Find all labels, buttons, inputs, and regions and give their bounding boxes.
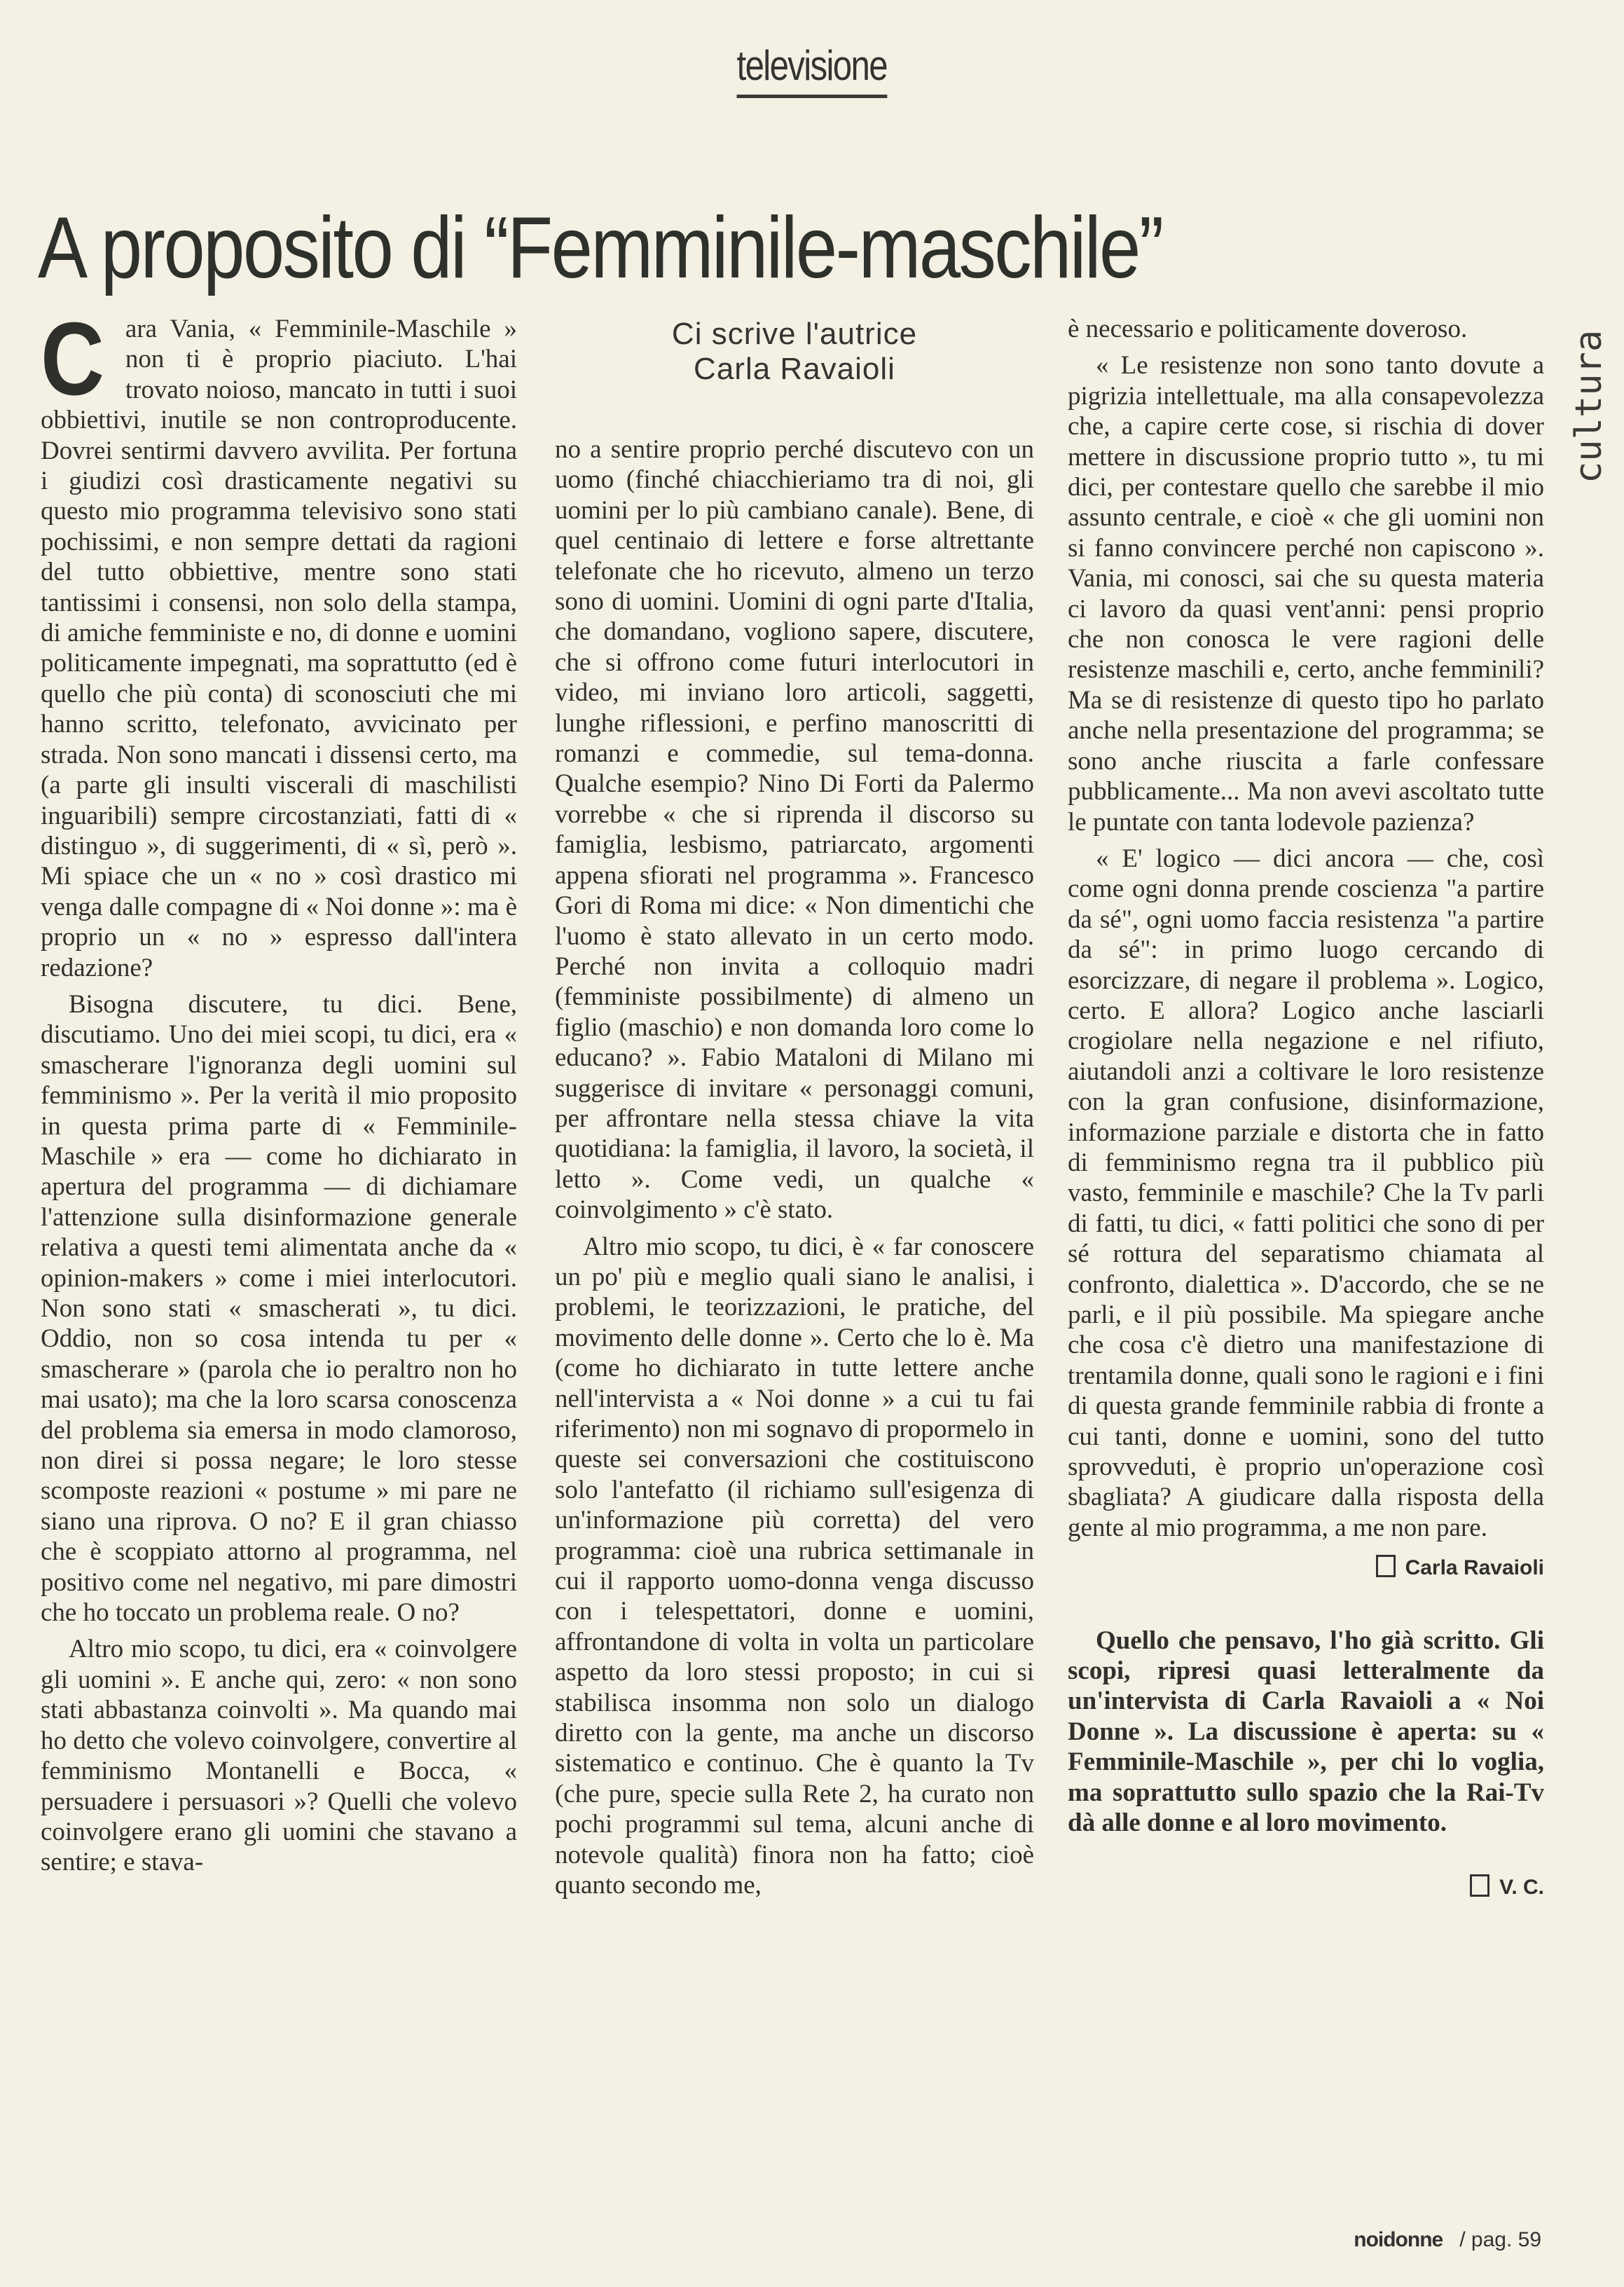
subheading [555,317,1034,387]
section-label: televisione [737,43,887,98]
column-middle [555,434,1034,1901]
square-bullet-icon [1376,1555,1396,1577]
editor-reply: Quello che pensavo, l'ho già scritto. Gli scopi, ripresi quasi letteralmente da un'intervista di Carla Ravaioli a « Noi Donne ». La discussione è aperta: su « Femminile-Maschile », per chi lo voglia, ma soprattutto sullo spazio che la Rai-Tv dà alle donne e al loro movimento. [1068,1626,1544,1838]
paragraph [41,301,517,983]
paragraph: è necessario e politicamente doveroso. [1068,315,1468,343]
magazine-logo: noidonne [1354,2228,1443,2251]
page-number: / pag. 59 [1459,2228,1541,2251]
paragraph: Altro mio scopo, tu dici, è « far conoscere un po' più e meglio quali siano le analisi, i problemi, le teorizzazioni, le pratiche, del movimento delle donne ». Certo che lo è. Ma (come ho dichiarato in tutte lettere anche nell'intervista a « Noi donne » a cui tu fai riferimento) non mi sognavo di propormelo in queste sei conversazioni che costituiscono solo l'antefatto (il richiamo sull'esigenza di un'informazione più corretta) del vero programma: cioè una rubrica settimanale in cui il rapporto uomo-donna venga discusso con i telespettatori, donne e uomini, affrontandone di volta in volta un particolare aspetto da loro stessi proposto; in cui si stabilisca insomma non solo un dialogo diretto con la gente, ma anche un discorso sistematico e continuo. Che è quanto la Tv (che pure, specie sulla Rete 2, ha curato non pochi programmi sul tema, alcuni anche di notevole qualità) finora non ha fatto; cioè quanto secondo me, [555,1232,1034,1900]
column-left [41,301,517,1878]
side-category-label: cultura [1568,329,1610,483]
editor-initials: V. C. [1499,1875,1544,1899]
column-right [1068,314,1544,1902]
author-name: Carla Ravaioli [1405,1556,1544,1580]
paragraph-text: ara Vania, « Femminile-Maschile » non ti è proprio piaciuto. L'hai trovato noioso, mancato in tutti i suoi obbiettivi, inutile se non controproducente. Dovrei sentirmi davvero avvilita. Per fortuna i giudizi così drasticamente negativi su questo mio programma televisivo sono stati pochissimi, e non sempre dettati da ragioni del tutto obbiettive, mentre sono stati tantissimi i consensi, non solo della stampa, di amiche femministe e no, di donne e uomini politicamente impegnati, ma soprattutto (ed è quello che più conta) di sconosciuti che mi hanno scritto, telefonato, avvicinato per strada. Non sono mancati i dissensi certo, ma (a parte gli insulti viscerali di maschilisti inguaribili) sempre circostanziati, fatti di « distinguo », di suggerimenti, di « sì, però ». Mi spiace che un « no » così drastico mi venga dalle compagne di « Noi donne »: ma è proprio un « no » espresso dall'intera redazione? [41,315,517,982]
subheading-line: Carla Ravaioli [694,352,895,386]
subheading-line: Ci scrive l'autrice [671,317,918,351]
paragraph: Altro mio scopo, tu dici, era « coinvolgere gli uomini ». E anche qui, zero: « non sono stati abbastanza coinvolti ». Ma quando mai ho detto che volevo coinvolgere, convertire al femminismo Montanelli e Bocca, « persuadere i persuasori »? Quelli che volevo coinvolgere erano gli uomini che stavano a sentire; e stava- [41,1635,517,1877]
paragraph: « Le resistenze non sono tanto dovute a pigrizia intellettuale, ma alla consapevolezza che, a capire certe cose, si rischia di dover mettere in discussione proprio tutto », tu mi dici, per contestare quello che sarebbe il mio assunto centrale, e cioè « che gli uomini non si fanno convincere perché non capiscono ». Vania, mi conosci, sai che su questa materia ci lavoro da quasi vent'anni: pensi proprio che non conosca le vere ragioni delle resistenze maschili e, certo, anche femminili? Ma se di resistenze di questo tipo ho parlato anche nella presentazione del programma; se sono anche riuscita a farle confessare pubblicamente... Ma non avevi ascoltato tutte le puntate con tanta lodevole pazienza? [1068,351,1544,837]
article-title: A proposito di “Femminile-maschile” [38,200,1162,296]
drop-cap: C [41,301,104,417]
paragraph: no a sentire proprio perché discutevo con un uomo (finché chiacchieriamo tra di noi, gli uomini per lo più cambiano canale). Bene, di quel centinaio di lettere e forse altrettante telefonate che ho ricevuto, almeno un terzo sono di uomini. Uomini di ogni parte d'Italia, che domandano, vogliono sapere, discutere, che si offrono come futuri interlocutori in video, mi inviano loro articoli, saggetti, lunghe riflessioni, e perfino manoscritti di romanzi e commedie, sul tema-donna. Qualche esempio? Nino Di Forti da Palermo vorrebbe « che si riprenda il discorso su famiglia, lesbismo, patriarcato, argomenti appena sfiorati nel programma ». Francesco Gori di Roma mi dice: « Non dimentichi che l'uomo è stato allevato in un certo modo. Perché non invita a colloquio madri (femministe possibilmente) di almeno un figlio (maschio) e non domanda loro come lo educano? ». Fabio Mataloni di Milano mi suggerisce di invitare « personaggi comuni, per affrontare nella stessa chiave la vita quotidiana: la famiglia, il lavoro, la società, il letto ». Come vedi, un qualche « coinvolgimento » c'è stato. [555,435,1034,1225]
square-bullet-icon [1470,1874,1489,1897]
editor-signature [1068,1872,1544,1902]
page-footer [1051,2228,1541,2252]
paragraph: « E' logico — dici ancora — che, così come ogni donna prende coscienza "a partire da sé", ogni uomo faccia resistenza "a partire da sé": in primo luogo cercando di esorcizzare, di negare il problema ». Logico, certo. E allora? Logico anche lasciarli crogiolare nella negazione e nel rifiuto, aiutandoli anzi a coltivare le loro resistenze con la gran confusione, disinformazione, informazione parziale e distorta che in fatto di femminismo regna tra il pubblico più vasto, femminile e maschile? Che la Tv parli di fatti, tu dici, « fatti politici che sono di per sé rottura del separatismo chiamata al confronto, dialettica ». D'accordo, che se ne parli, e il più possibile. Ma spiegare anche che cosa c'è dietro una manifestazione di trentamila donne, quali sono le ragioni e i fini di questa grande femminile rabbia di fronte a cui tanti, donne e uomini, sono del tutto sprovveduti, è proprio un'operazione così sbagliata? A giudicare dalla risposta della gente al mio programma, a me non pare. [1068,844,1544,1542]
section-header [0,43,1624,98]
paragraph: Bisogna discutere, tu dici. Bene, discutiamo. Uno dei miei scopi, tu dici, era « smascherare l'ignoranza degli uomini sul femminismo ». Per la verità il mio proposito in questa prima parte di « Femminile-Maschile » era — come ho dichiarato in apertura del programma — di dichiamare l'attenzione sulla disinformazione generale relativa a questi temi alimentata anche da « opinion-makers » come i miei interlocutori. Non sono stati « smascherati », tu dici. Oddio, non so cosa intenda tu per « smascherare » (parola che io peraltro non ho mai usato); ma che la loro scarsa conoscenza del problema sia emersa in modo clamoroso, non direi si possa negare; le loro stesse scomposte reazioni « postume » mi pare ne siano una riprova. O no? E il gran chiasso che è scoppiato attorno al programma, nel positivo come nel negativo, mi pare dimostri che ho toccato un problema reale. O no? [41,989,517,1628]
author-signature [1068,1553,1544,1583]
